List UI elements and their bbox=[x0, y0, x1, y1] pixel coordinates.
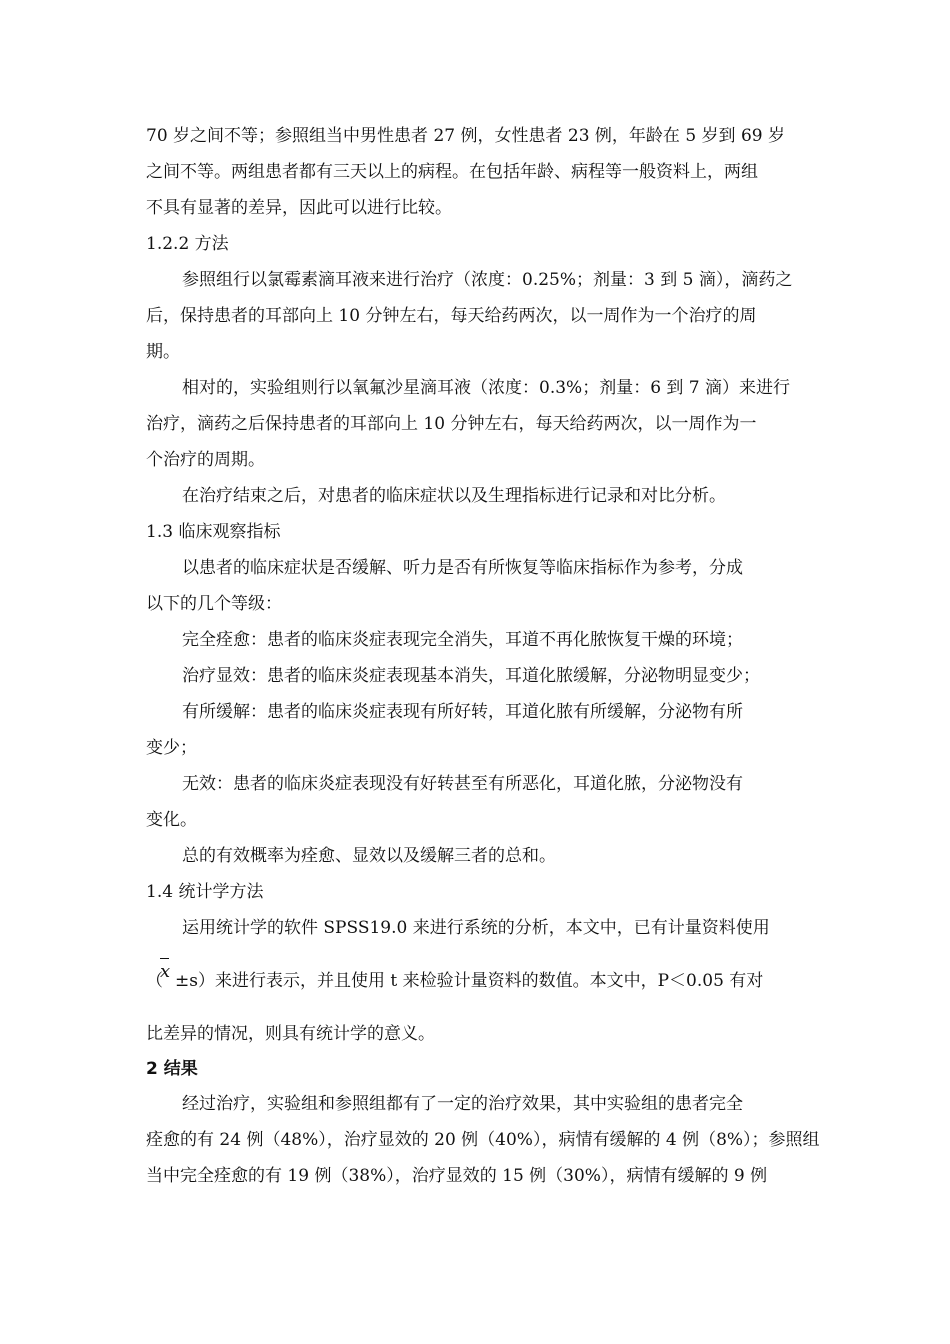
text-line: 无效：患者的临床炎症表现没有好转甚至有所恶化，耳道化脓，分泌物没有 bbox=[182, 774, 743, 794]
text-line: 参照组行以氯霉素滴耳液来进行治疗（浓度：0.25%；剂量：3 到 5 滴），滴药之 bbox=[182, 270, 793, 290]
text-line: 后，保持患者的耳部向上 10 分钟左右，每天给药两次，以一周作为一个治疗的周 bbox=[146, 306, 757, 326]
text-line: 痊愈的有 24 例（48%），治疗显效的 20 例（40%），病情有缓解的 4 例（8%）；参照组 bbox=[146, 1130, 820, 1150]
mean-bar-overline bbox=[160, 958, 169, 959]
text-line: 运用统计学的软件 SPSS19.0 来进行系统的分析，本文中，已有计量资料使用 bbox=[182, 918, 770, 938]
text-line: 70 岁之间不等；参照组当中男性患者 27 例，女性患者 23 例，年龄在 5 岁到 69 岁 bbox=[146, 126, 785, 146]
text-line: 相对的，实验组则行以氧氟沙星滴耳液（浓度：0.3%；剂量：6 到 7 滴）来进行 bbox=[182, 378, 791, 398]
mean-symbol-x: x bbox=[160, 961, 171, 982]
text-line: 以下的几个等级： bbox=[146, 594, 282, 614]
text-line: 变少； bbox=[146, 738, 197, 758]
text-line: 以患者的临床症状是否缓解、听力是否有所恢复等临床指标作为参考，分成 bbox=[182, 558, 743, 578]
text-line: 期。 bbox=[146, 342, 180, 362]
text-line: 总的有效概率为痊愈、显效以及缓解三者的总和。 bbox=[182, 846, 556, 866]
text-line: 个治疗的周期。 bbox=[146, 450, 265, 470]
text-line: 在治疗结束之后，对患者的临床症状以及生理指标进行记录和对比分析。 bbox=[182, 486, 726, 506]
text-line: 经过治疗，实验组和参照组都有了一定的治疗效果，其中实验组的患者完全 bbox=[182, 1094, 743, 1114]
section-heading: 1.3 临床观察指标 bbox=[146, 522, 281, 542]
text-line: 有所缓解：患者的临床炎症表现有所好转，耳道化脓有所缓解，分泌物有所 bbox=[182, 702, 743, 722]
open-paren: （ bbox=[146, 971, 163, 991]
text-line: 完全痊愈：患者的临床炎症表现完全消失，耳道不再化脓恢复干燥的环境； bbox=[182, 630, 743, 650]
text-line: ±s）来进行表示，并且使用 t 来检验计量资料的数值。本文中，P＜0.05 有对 bbox=[175, 971, 764, 991]
text-line: 不具有显著的差异，因此可以进行比较。 bbox=[146, 198, 452, 218]
text-line: 治疗显效：患者的临床炎症表现基本消失，耳道化脓缓解，分泌物明显变少； bbox=[182, 666, 760, 686]
text-line: 变化。 bbox=[146, 810, 197, 830]
section-heading: 1.4 统计学方法 bbox=[146, 882, 264, 902]
text-line: 当中完全痊愈的有 19 例（38%），治疗显效的 15 例（30%），病情有缓解的 9 例 bbox=[146, 1166, 768, 1186]
text-line: 之间不等。两组患者都有三天以上的病程。在包括年龄、病程等一般资料上，两组 bbox=[146, 162, 758, 182]
section-heading: 1.2.2 方法 bbox=[146, 234, 229, 254]
text-line: 比差异的情况，则具有统计学的意义。 bbox=[146, 1024, 435, 1044]
text-line: 治疗，滴药之后保持患者的耳部向上 10 分钟左右，每天给药两次，以一周作为一 bbox=[146, 414, 757, 434]
section-heading-results: 2 结果 bbox=[146, 1059, 198, 1079]
